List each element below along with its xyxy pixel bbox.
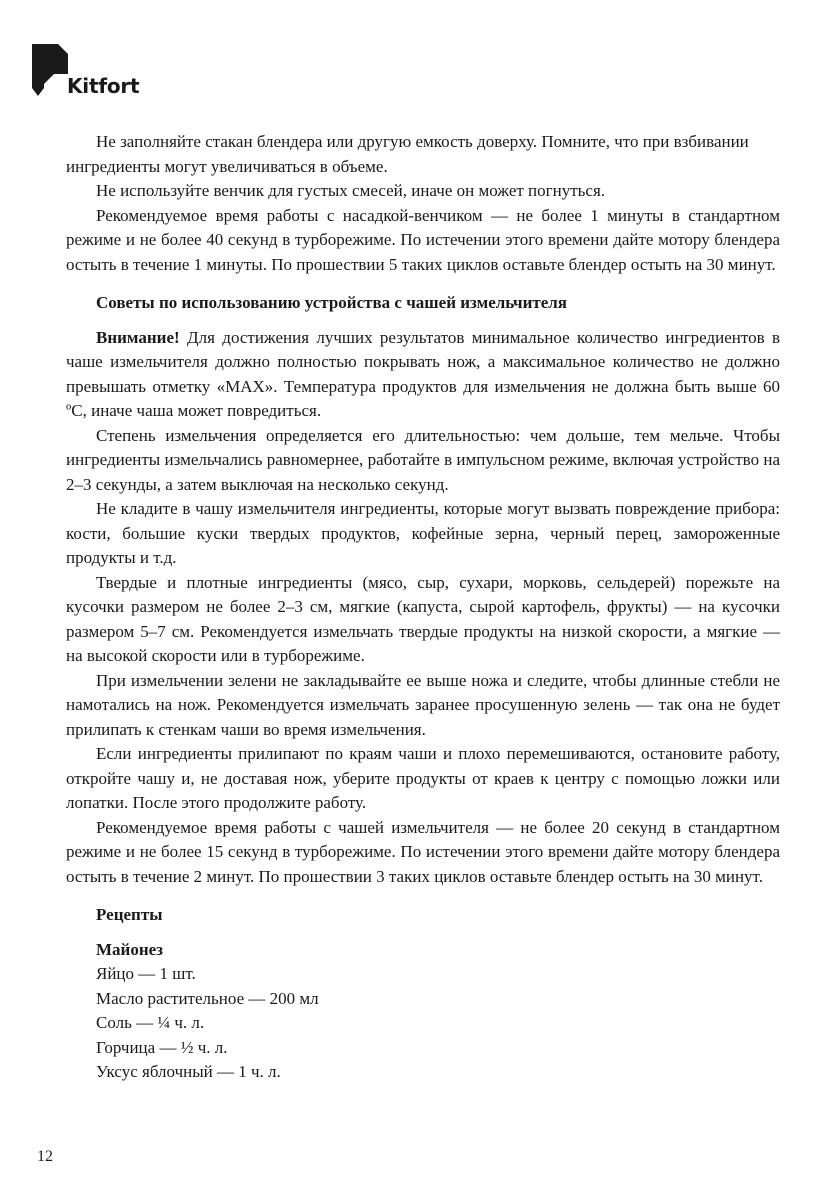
paragraph: Рекомендуемое время работы с насадкой-венчиком — не более 1 минуты в стандартном режиме и не более 40 секунд в турборежиме. По истечении этого времени дайте мотору блендера остыть в течение 1 минуты. По прошествии 5 таких циклов оставьте блендер остыть на 30 минут. (66, 205, 780, 274)
paragraph: Степень измельчения определяется его длительностью: чем дольше, тем мельче. Чтобы ингредиенты измельчались равномернее, работайте в импульсном режиме, включая устройство на 2–3 секунды, а затем выключая на несколько секунд. (66, 425, 780, 494)
warning-paragraph (66, 326, 780, 424)
brand-logo (32, 44, 172, 104)
paragraph: Рекомендуемое время работы с чашей измельчителя — не более 20 секунд в стандартном режиме и не более 15 секунд в турборежиме. По истечении этого времени дайте мотору блендера остыть в течение 2 минут. По прошествии 3 таких циклов оставьте блендер остыть на 30 минут. (66, 817, 780, 886)
page-content (66, 130, 780, 1085)
list-item: Яйцо — 1 шт. (96, 964, 196, 983)
paragraph: Твердые и плотные ингредиенты (мясо, сыр, сухари, морковь, сельдерей) порежьте на кусочки размером не более 2–3 см, мягкие (капуста, сырой картофель, фрукты) — на кусочки размером 5–7 см. Рекомендуется измельчать твердые продукты на низкой скорости, а мягкие — на высокой скорости или в турборежиме. (66, 572, 780, 665)
recipe-title: Майонез (96, 939, 164, 959)
kitfort-logo-icon (32, 44, 72, 96)
list-item: Соль — ¼ ч. л. (96, 1013, 205, 1032)
paragraph: Не используйте венчик для густых смесей, иначе он может погнуться. (96, 181, 606, 200)
paragraph: При измельчении зелени не закладывайте ее выше ножа и следите, чтобы длинные стебли не намотались на нож. Рекомендуется измельчать заранее просушенную зелень — так она не будет прилипать к стенкам чаши во время измельчения. (66, 670, 780, 739)
recipes-heading: Рецепты (96, 905, 163, 924)
warning-text: Для достижения лучших результатов минимальное количество ингредиентов в чаше измельчителя должно полностью покрывать нож, а максимальное количество не должно превышать отметку «MAX». Температура продуктов для измельчения не должна быть выше 60 ºС, иначе чаша может повредиться. (66, 327, 780, 420)
list-item: Уксус яблочный — 1 ч. л. (96, 1062, 281, 1081)
ingredient-list (66, 962, 780, 1085)
section-heading: Советы по использованию устройства с чашей измельчителя (96, 293, 567, 312)
brand-name: Kitfort (67, 74, 140, 98)
page-number: 12 (37, 1148, 53, 1165)
paragraph: Если ингредиенты прилипают по краям чаши и плохо перемешиваются, остановите работу, откройте чашу и, не доставая нож, уберите продукты от краев к центру с помощью ложки или лопатки. После этого продолжите работу. (66, 744, 780, 812)
paragraph: Не заполняйте стакан блендера или другую емкость доверху. Помните, что при взбивании ингредиенты могут увеличиваться в объеме. (66, 132, 749, 176)
list-item: Масло растительное — 200 мл (96, 988, 319, 1008)
warning-label: Внимание! (96, 327, 180, 347)
list-item: Горчица — ½ ч. л. (96, 1037, 228, 1057)
paragraph: Не кладите в чашу измельчителя ингредиенты, которые могут вызвать повреждение прибора: кости, большие куски твердых продуктов, кофейные зерна, черный перец, замороженные продукты и т.д. (66, 499, 780, 567)
